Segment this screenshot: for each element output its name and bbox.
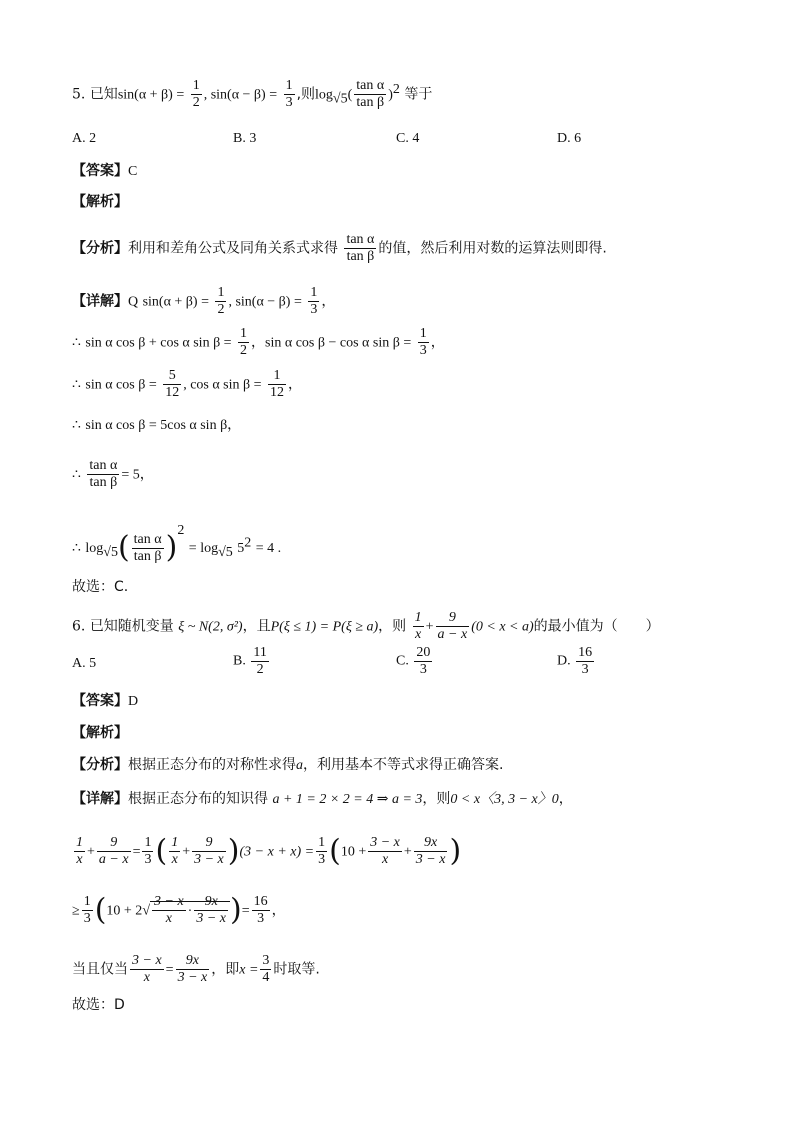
fraction: $\frac{1}{3}$ [419,326,427,358]
fraction: $\frac{9}{a - x}$ [98,835,129,867]
fraction: $\frac{1}{3}$ [310,285,318,317]
fraction: $\frac{1}{2}$ [192,78,200,110]
q6-option-c[interactable]: C. $\frac{20}{3}$ [396,645,431,677]
q5-detail-step-4: ∴ sin α cos β = 5cos α sin β， [72,418,242,433]
fraction: $\frac{3}{4}$ [262,953,270,985]
fraction: $\frac{1}{x}$ [414,610,422,642]
q5-detail-step-1: 【详解】Q sin(α + β) = $\frac{1}{2}$ , sin(α − β) = $\frac{1}{3}$ ， [72,285,336,317]
fraction: $\frac{20}{3}$ [416,645,431,677]
fraction: $\frac{3 - x}{x}$ [132,953,162,985]
fraction: $\frac{1}{2}$ [217,285,225,317]
q6-detail-step-1: 【详解】根据正态分布的知识得 a + 1 = 2 × 2 = 4 ⇒ a = 3，则0 < x〈3, 3 − x〉0， [72,791,573,807]
q5-number: 5. [72,86,86,103]
fraction: $\frac{16}{3}$ [578,645,593,677]
fraction: $\frac{\text{tan α}}{\text{tan β}}$ [89,458,118,490]
fraction: $\frac{16}{3}$ [253,894,268,926]
fraction: $\frac{\text{tan α}}{\text{tan β}}$ [133,531,162,564]
q5-option-d[interactable]: D. 6 [557,131,582,146]
q6-analysis-label: 【解析】 [72,725,128,741]
q5-detail-step-6: ∴ $\log_{√5}$( $\frac{\text{tan α}}{\text{tan β}}$ )$^2 = \log_{√5} 5^2 = 4$ . [72,523,282,565]
fraction: $\frac{1}{x}$ [76,835,83,867]
fraction: $\frac{1}{3}$ [144,835,152,867]
q5-detail-step-2: ∴ sin α cos β + cos α sin β = $\frac{1}{2}$ ，sin α cos β − cos α sin β = $\frac{1}{3}$ ， [72,326,445,358]
fraction: $\frac{5}{12}$ [165,368,180,400]
q5-option-b[interactable]: B. 3 [233,131,257,146]
q5-stem: 5. 已知sin(α + β) = $\frac{1}{2}$ , sin(α − β) = $\frac{1}{3}$ ,则$\log_{√5}$( $\frac{\text{tan α}}{\text{tan β}}$ )$^2$ 等于 [72,78,433,110]
fraction: $\frac{1}{2}$ [240,326,248,358]
fraction: $\frac{1}{x}$ [171,835,179,867]
q6-option-b[interactable]: B. $\frac{11}{2}$ [233,645,267,677]
q5-choose: 故选：C. [72,579,129,595]
q6-choose: 故选：D [72,997,125,1013]
q5-option-a[interactable]: A. 2 [72,131,97,146]
q5-option-c[interactable]: C. 4 [396,131,420,146]
q6-number: 6. [72,618,86,635]
fraction: $\frac{9}{3 - x}$ [194,835,224,867]
fraction: $\frac{1}{3}$ [83,894,91,926]
q5-detail-step-5: ∴ $\frac{\text{tan α}}{\text{tan β}}$ = 5， [72,458,154,490]
fraction: $\frac{1}{3}$ [285,78,293,110]
q6-detail-step-2: $\frac{1}{x}$ + $\frac{9}{a - x}$ = $\frac{1}{3}$ ( $\frac{1}{x}$ + $\frac{9}{3 - x}$ )(3 − x + x) = $\frac{1}{3}$ (10 + $\frac{3 - x}{x}$ + $\frac{9x}{3 - x}$ ) [76,833,462,869]
q5-fenxi: 【分析】利用和差角公式及同角关系式求得 $\frac{\text{tan α}}{\text{tan β}}$ 的值，然后利用对数的运算法则即得. [72,232,607,264]
fraction: $\frac{\text{tan α}}{\text{tan β}}$ [346,232,375,264]
fraction: $\frac{9x}{3 - x}$ [415,835,446,867]
fraction: $\frac{9x}{3 - x}$ [177,953,208,985]
q5-detail-step-3: ∴ sin α cos β = $\frac{5}{12}$ , cos α sin β = $\frac{1}{12}$ ， [72,368,302,400]
q5-analysis-label: 【解析】 [72,194,128,210]
fraction: $\frac{\text{tan α}}{\text{tan β}}$ [356,78,385,110]
fraction: $\frac{1}{12}$ [270,368,284,400]
q6-option-d[interactable]: D. $\frac{16}{3}$ [557,645,593,677]
q6-option-a[interactable]: A. 5 [72,656,97,671]
fraction: $\frac{9}{a - x}$ [437,610,468,642]
fraction: $\frac{3 - x}{x}$ [370,835,400,867]
q6-answer: 【答案】D [72,693,139,709]
square-root: $\frac{3 - x}{x}$ · $\frac{9x}{3 - x}$ [150,901,230,919]
fraction: $\frac{9x}{3 - x}$ [196,894,227,926]
fraction: $\frac{1}{3}$ [318,835,326,867]
fraction: $\frac{3 - x}{x}$ [154,894,184,926]
q6-detail-step-4: 当且仅当 $\frac{3 - x}{x}$ = $\frac{9x}{3 - x}$ ，即x = $\frac{3}{4}$ 时取等. [72,953,320,985]
q6-detail-step-3: ≥ $\frac{1}{3}$ (10 + 2√ $\frac{3 - x}{x}$ · $\frac{9x}{3 - x}$ )= $\frac{16}{3}$ ， [72,892,286,928]
q6-stem: 6. 已知随机变量 ξ ~ N(2, σ²)，且P(ξ ≤ 1) = P(ξ ≥ a)，则 $\frac{1}{x}$ + $\frac{9}{a - x}$ (0 < x < a)的最小值为（ ） [72,610,660,642]
fraction: $\frac{11}{2}$ [253,645,267,677]
q5-answer: 【答案】C [72,163,138,179]
q6-fenxi: 【分析】根据正态分布的对称性求得a，利用基本不等式求得正确答案. [72,757,504,773]
